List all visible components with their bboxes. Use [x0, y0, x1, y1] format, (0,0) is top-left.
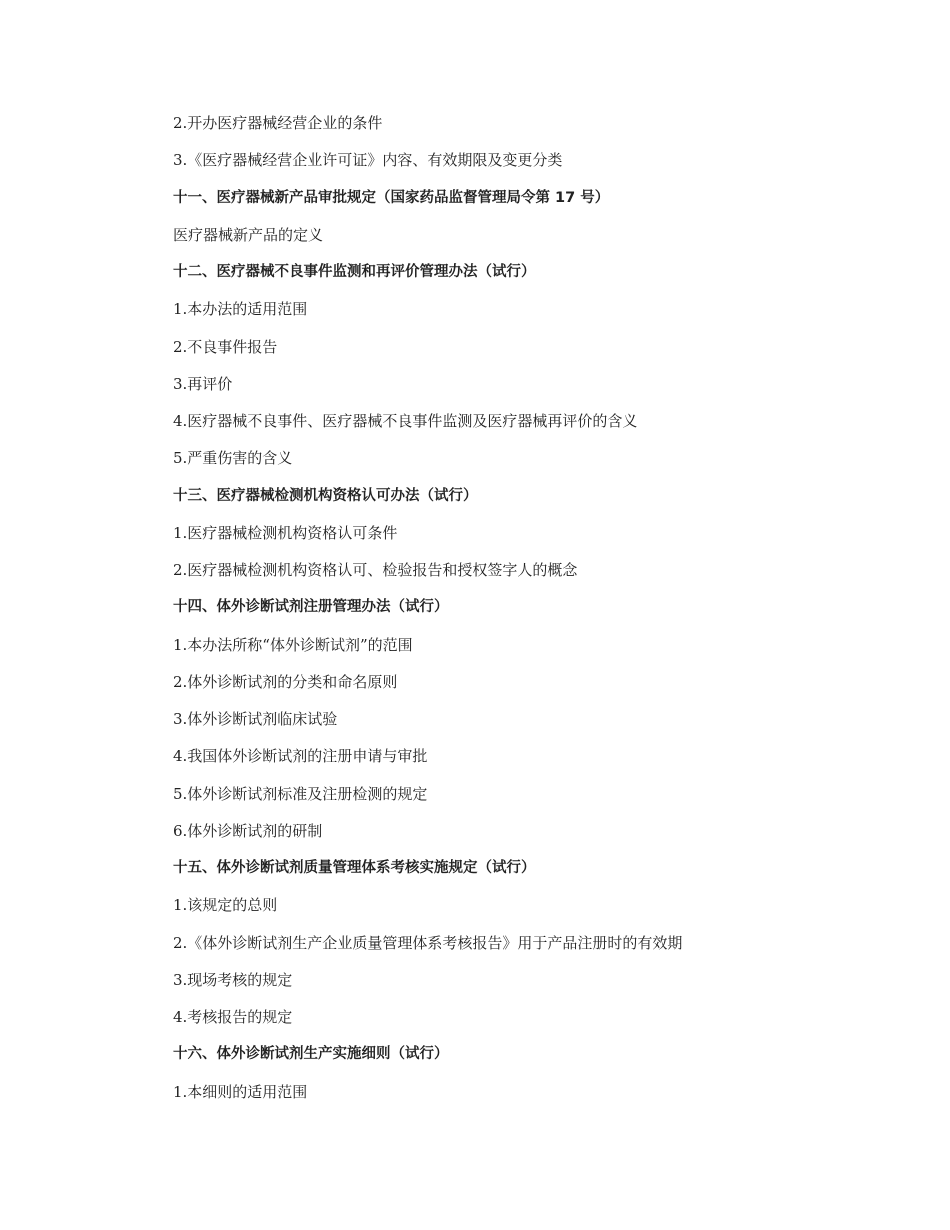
list-item: 医疗器械新产品的定义 — [173, 225, 324, 244]
list-item: 2.体外诊断试剂的分类和命名原则 — [173, 672, 398, 691]
list-item: 1.医疗器械检测机构资格认可条件 — [173, 523, 398, 542]
section-heading: 十五、体外诊断试剂质量管理体系考核实施规定（试行） — [173, 860, 536, 876]
list-item: 1.本办法的适用范围 — [173, 300, 308, 319]
list-item: 2.《体外诊断试剂生产企业质量管理体系考核报告》用于产品注册时的有效期 — [173, 933, 683, 952]
list-item: 2.医疗器械检测机构资格认可、检验报告和授权签字人的概念 — [173, 561, 578, 579]
list-item: 4.我国体外诊断试剂的注册申请与审批 — [173, 747, 428, 766]
list-item: 1.本细则的适用范围 — [173, 1082, 308, 1101]
list-item: 3.现场考核的规定 — [173, 970, 293, 989]
list-item: 2.不良事件报告 — [173, 337, 278, 356]
list-item: 2.开办医疗器械经营企业的条件 — [173, 114, 383, 132]
list-item: 4.医疗器械不良事件、医疗器械不良事件监测及医疗器械再评价的含义 — [173, 412, 638, 430]
section-heading: 十四、体外诊断试剂注册管理办法（试行） — [173, 599, 449, 616]
list-item: 3.体外诊断试剂临床试验 — [173, 710, 338, 728]
document-body — [173, 111, 873, 1117]
list-item: 3.再评价 — [173, 374, 233, 393]
list-item: 1.该规定的总则 — [173, 896, 278, 915]
list-item: 1.本办法所称“体外诊断试剂”的范围 — [173, 635, 413, 654]
section-heading: 十一、医疗器械新产品审批规定（国家药品监督管理局令第 17 号） — [173, 189, 610, 206]
list-item: 5.严重伤害的含义 — [173, 449, 293, 468]
list-item: 6.体外诊断试剂的研制 — [173, 821, 323, 840]
list-item: 5.体外诊断试剂标准及注册检测的规定 — [173, 784, 428, 803]
list-item: 3.《医疗器械经营企业许可证》内容、有效期限及变更分类 — [173, 151, 563, 170]
section-heading: 十六、体外诊断试剂生产实施细则（试行） — [173, 1046, 449, 1063]
section-heading: 十二、医疗器械不良事件监测和再评价管理办法（试行） — [173, 264, 536, 280]
section-heading: 十三、医疗器械检测机构资格认可办法（试行） — [173, 487, 478, 504]
list-item: 4.考核报告的规定 — [173, 1008, 293, 1026]
